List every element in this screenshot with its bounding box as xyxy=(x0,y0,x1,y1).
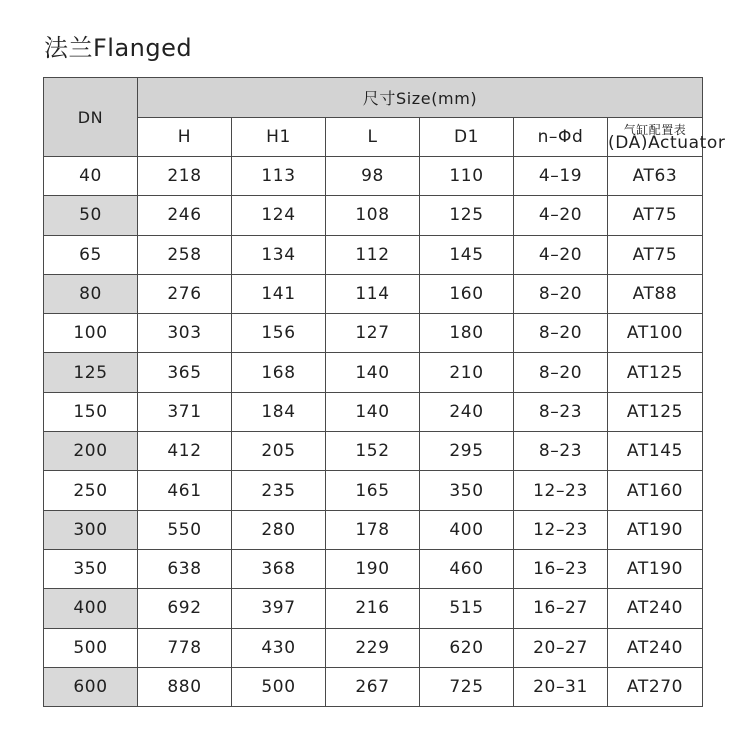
actuator-header-en: (DA)Actuator xyxy=(608,133,726,153)
table-row xyxy=(44,432,703,471)
bolt-holes-cell: 8–20 xyxy=(514,274,608,313)
dn-cell: 600 xyxy=(44,667,138,706)
flanged-dimension-table xyxy=(43,77,726,707)
column-header-h1: H1 xyxy=(232,118,326,157)
column-header-actuator xyxy=(608,118,726,157)
d1-cell: 145 xyxy=(420,235,514,274)
h1-cell: 113 xyxy=(232,157,326,196)
l-cell: 98 xyxy=(326,157,420,196)
bolt-holes-cell: 8–23 xyxy=(514,392,608,431)
h-cell: 692 xyxy=(138,589,232,628)
d1-cell: 240 xyxy=(420,392,514,431)
table-row xyxy=(44,628,703,667)
actuator-cell: AT145 xyxy=(608,432,703,471)
h-cell: 276 xyxy=(138,274,232,313)
dn-cell: 500 xyxy=(44,628,138,667)
h1-cell: 280 xyxy=(232,510,326,549)
actuator-cell: AT125 xyxy=(608,353,703,392)
h-cell: 218 xyxy=(138,157,232,196)
l-cell: 178 xyxy=(326,510,420,549)
bolt-holes-cell: 20–31 xyxy=(514,667,608,706)
actuator-cell: AT240 xyxy=(608,628,703,667)
bolt-holes-cell: 20–27 xyxy=(514,628,608,667)
l-cell: 108 xyxy=(326,196,420,235)
h1-cell: 500 xyxy=(232,667,326,706)
actuator-cell: AT88 xyxy=(608,274,703,313)
bolt-holes-cell: 4–20 xyxy=(514,196,608,235)
bolt-holes-cell: 4–20 xyxy=(514,235,608,274)
l-cell: 112 xyxy=(326,235,420,274)
table-row xyxy=(44,196,703,235)
table-row xyxy=(44,471,703,510)
l-cell: 114 xyxy=(326,274,420,313)
actuator-cell: AT240 xyxy=(608,589,703,628)
h1-cell: 168 xyxy=(232,353,326,392)
table-row xyxy=(44,235,703,274)
h-cell: 638 xyxy=(138,549,232,588)
h1-cell: 205 xyxy=(232,432,326,471)
table-row xyxy=(44,157,703,196)
d1-cell: 180 xyxy=(420,314,514,353)
actuator-cell: AT270 xyxy=(608,667,703,706)
l-cell: 229 xyxy=(326,628,420,667)
h-cell: 371 xyxy=(138,392,232,431)
h1-cell: 184 xyxy=(232,392,326,431)
column-header-h: H xyxy=(138,118,232,157)
h1-cell: 368 xyxy=(232,549,326,588)
dn-cell: 125 xyxy=(44,353,138,392)
dn-cell: 400 xyxy=(44,589,138,628)
h1-cell: 397 xyxy=(232,589,326,628)
l-cell: 140 xyxy=(326,392,420,431)
table-row xyxy=(44,549,703,588)
bolt-holes-cell: 16–27 xyxy=(514,589,608,628)
h-cell: 412 xyxy=(138,432,232,471)
bolt-holes-cell: 12–23 xyxy=(514,471,608,510)
l-cell: 152 xyxy=(326,432,420,471)
l-cell: 267 xyxy=(326,667,420,706)
table-row xyxy=(44,392,703,431)
actuator-cell: AT190 xyxy=(608,510,703,549)
h-cell: 365 xyxy=(138,353,232,392)
actuator-cell: AT125 xyxy=(608,392,703,431)
size-header: 尺寸Size(mm) xyxy=(138,78,703,118)
l-cell: 127 xyxy=(326,314,420,353)
h-cell: 303 xyxy=(138,314,232,353)
dn-cell: 80 xyxy=(44,274,138,313)
d1-cell: 110 xyxy=(420,157,514,196)
d1-cell: 515 xyxy=(420,589,514,628)
dn-cell: 200 xyxy=(44,432,138,471)
l-cell: 216 xyxy=(326,589,420,628)
dn-cell: 65 xyxy=(44,235,138,274)
h-cell: 258 xyxy=(138,235,232,274)
d1-cell: 210 xyxy=(420,353,514,392)
d1-cell: 350 xyxy=(420,471,514,510)
h1-cell: 235 xyxy=(232,471,326,510)
bolt-holes-cell: 8–20 xyxy=(514,353,608,392)
l-cell: 140 xyxy=(326,353,420,392)
column-header-bolt-holes: n–Φd xyxy=(514,118,608,157)
actuator-cell: AT75 xyxy=(608,196,703,235)
d1-cell: 160 xyxy=(420,274,514,313)
actuator-cell: AT63 xyxy=(608,157,703,196)
actuator-cell: AT75 xyxy=(608,235,703,274)
column-header-d1: D1 xyxy=(420,118,514,157)
bolt-holes-cell: 4–19 xyxy=(514,157,608,196)
bolt-holes-cell: 16–23 xyxy=(514,549,608,588)
actuator-cell: AT160 xyxy=(608,471,703,510)
h1-cell: 134 xyxy=(232,235,326,274)
dn-cell: 250 xyxy=(44,471,138,510)
dn-cell: 100 xyxy=(44,314,138,353)
h1-cell: 156 xyxy=(232,314,326,353)
bolt-holes-cell: 8–20 xyxy=(514,314,608,353)
d1-cell: 620 xyxy=(420,628,514,667)
d1-cell: 460 xyxy=(420,549,514,588)
h1-cell: 141 xyxy=(232,274,326,313)
column-header-l: L xyxy=(326,118,420,157)
h-cell: 880 xyxy=(138,667,232,706)
dn-cell: 150 xyxy=(44,392,138,431)
dn-cell: 300 xyxy=(44,510,138,549)
table-row xyxy=(44,667,703,706)
bolt-holes-cell: 12–23 xyxy=(514,510,608,549)
dn-cell: 350 xyxy=(44,549,138,588)
l-cell: 190 xyxy=(326,549,420,588)
dn-cell: 50 xyxy=(44,196,138,235)
d1-cell: 400 xyxy=(420,510,514,549)
bolt-holes-cell: 8–23 xyxy=(514,432,608,471)
page-title: 法兰Flanged xyxy=(44,34,193,62)
table-row xyxy=(44,353,703,392)
table-row xyxy=(44,589,703,628)
d1-cell: 725 xyxy=(420,667,514,706)
table-row xyxy=(44,274,703,313)
d1-cell: 125 xyxy=(420,196,514,235)
h1-cell: 430 xyxy=(232,628,326,667)
dn-header: DN xyxy=(44,78,138,157)
h-cell: 550 xyxy=(138,510,232,549)
actuator-header-cn: 气缸配置表 xyxy=(623,123,687,137)
l-cell: 165 xyxy=(326,471,420,510)
dn-cell: 40 xyxy=(44,157,138,196)
h1-cell: 124 xyxy=(232,196,326,235)
table-row xyxy=(44,510,703,549)
h-cell: 461 xyxy=(138,471,232,510)
h-cell: 246 xyxy=(138,196,232,235)
table-row xyxy=(44,314,703,353)
actuator-cell: AT190 xyxy=(608,549,703,588)
actuator-cell: AT100 xyxy=(608,314,703,353)
h-cell: 778 xyxy=(138,628,232,667)
d1-cell: 295 xyxy=(420,432,514,471)
